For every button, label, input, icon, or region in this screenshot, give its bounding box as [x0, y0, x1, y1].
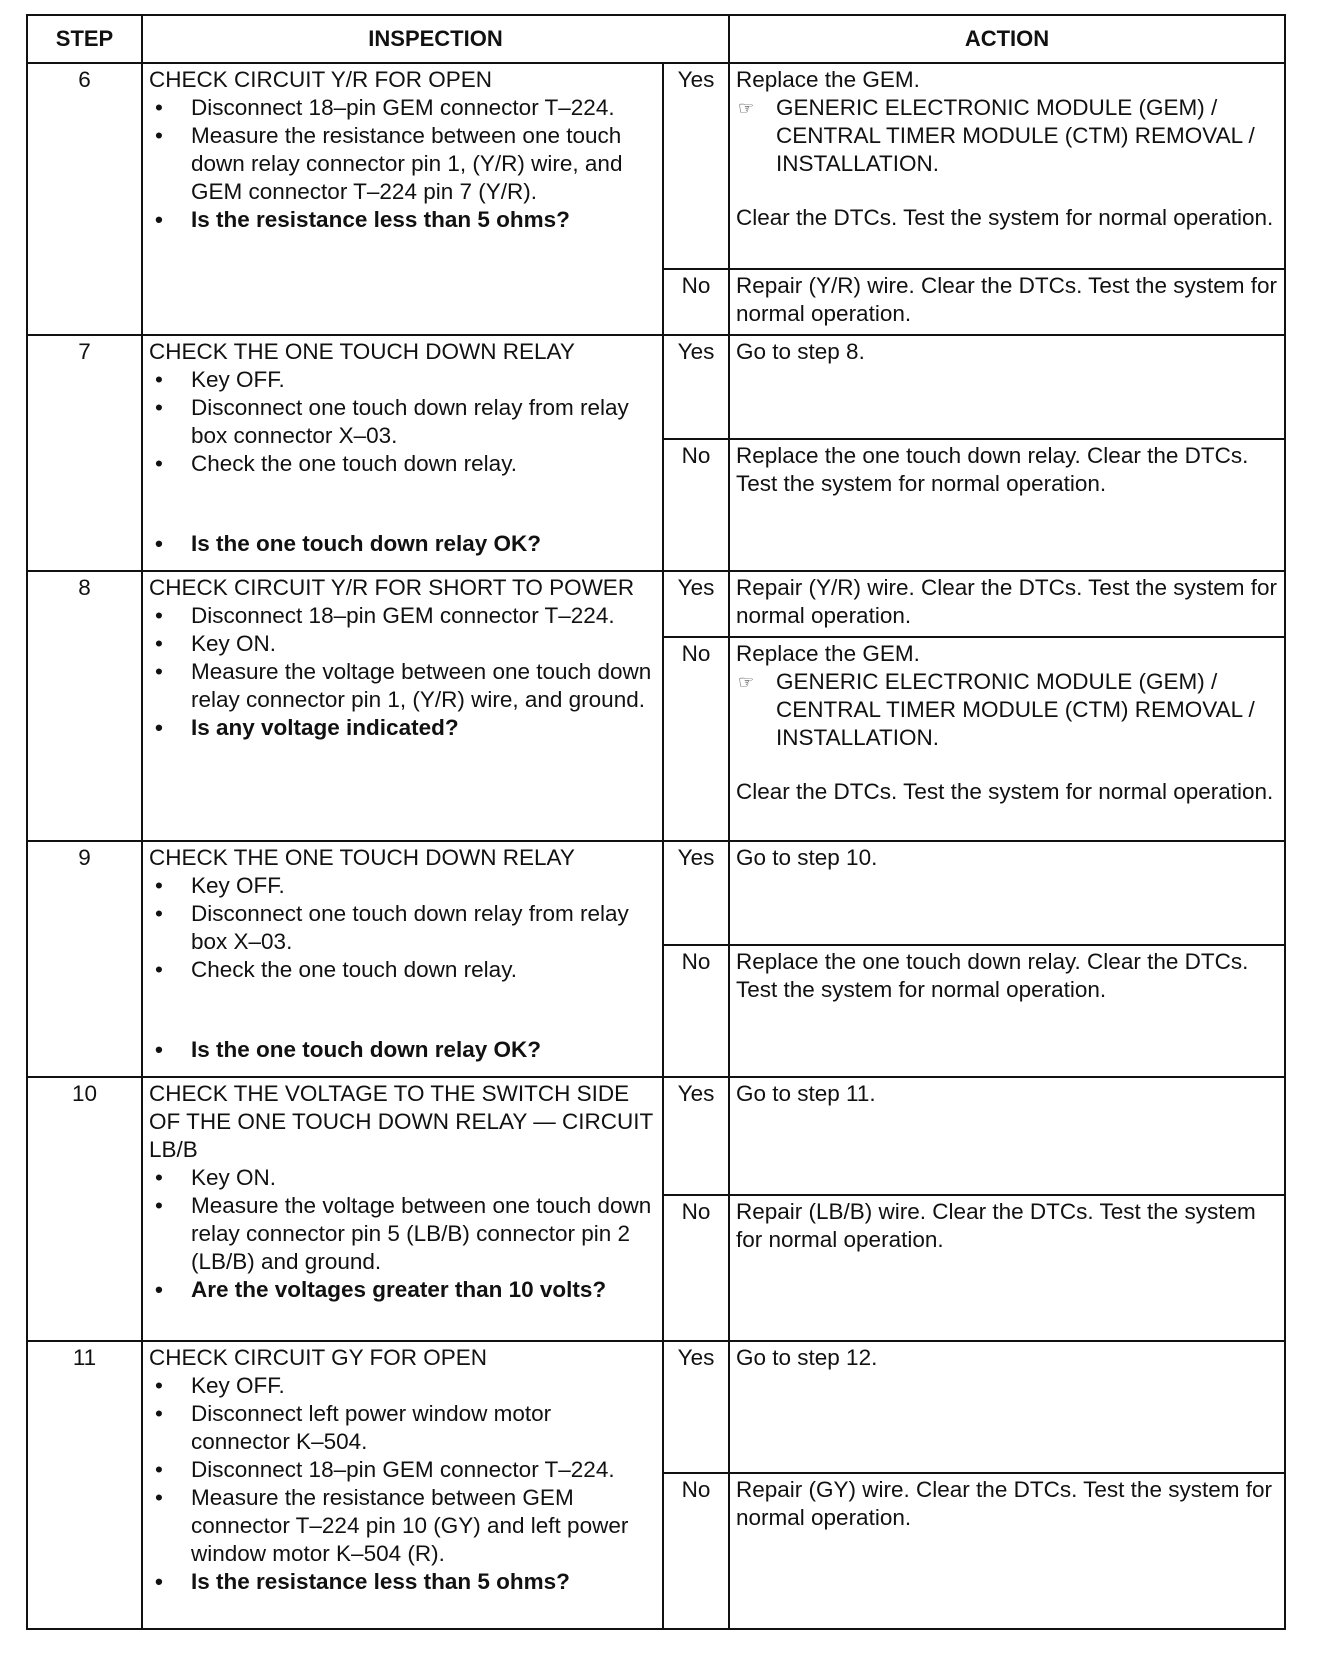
action-yes: Go to step 12. — [729, 1341, 1285, 1473]
step-number: 7 — [27, 335, 142, 571]
step-9-yes-row — [27, 841, 1285, 945]
action-yes: Go to step 8. — [729, 335, 1285, 439]
step-number: 11 — [27, 1341, 142, 1629]
step-10-yes-row — [27, 1077, 1285, 1195]
reference-line — [736, 668, 1278, 752]
inspection-bullet: • Measure the resistance between one touch down relay connector pin 1, (Y/R) wire, and GEM connector T–224 pin 7 (Y/R). — [149, 122, 656, 206]
inspection-bullet: • Key ON. — [149, 1164, 656, 1192]
inspection-cell — [142, 1077, 663, 1341]
step-number: 6 — [27, 63, 142, 335]
action-text: Replace the GEM. — [736, 641, 920, 666]
action-yes — [729, 63, 1285, 269]
inspection-cell — [142, 841, 663, 1077]
header-inspection: INSPECTION — [142, 15, 729, 63]
answer-yes: Yes — [663, 571, 729, 637]
diagnostic-table — [26, 14, 1286, 1630]
inspection-bullet: • Check the one touch down relay. — [149, 956, 656, 984]
inspection-question: • Is any voltage indicated? — [149, 714, 656, 742]
inspection-title: CHECK CIRCUIT Y/R FOR OPEN — [149, 67, 492, 92]
inspection-bullets — [149, 1372, 656, 1596]
inspection-question: • Is the resistance less than 5 ohms? — [149, 1568, 656, 1596]
inspection-cell — [142, 335, 663, 571]
reference-text: GENERIC ELECTRONIC MODULE (GEM) / CENTRAL TIMER MODULE (CTM) REMOVAL / INSTALLATION. — [776, 95, 1255, 176]
inspection-title: CHECK CIRCUIT GY FOR OPEN — [149, 1345, 487, 1370]
inspection-title: CHECK THE ONE TOUCH DOWN RELAY — [149, 339, 575, 364]
answer-no: No — [663, 439, 729, 571]
header-action: ACTION — [729, 15, 1285, 63]
inspection-bullets — [149, 602, 656, 742]
step-number: 10 — [27, 1077, 142, 1341]
pointing-hand-icon: ☞ — [738, 672, 755, 692]
inspection-title: CHECK THE ONE TOUCH DOWN RELAY — [149, 845, 575, 870]
inspection-question: • Is the one touch down relay OK? — [149, 1036, 656, 1064]
step-7-yes-row — [27, 335, 1285, 439]
action-yes: Repair (Y/R) wire. Clear the DTCs. Test the system for normal operation. — [729, 571, 1285, 637]
answer-no: No — [663, 269, 729, 335]
inspection-cell — [142, 571, 663, 841]
inspection-bullet: • Key OFF. — [149, 872, 656, 900]
inspection-bullet: • Measure the resistance between GEM connector T–224 pin 10 (GY) and left power window motor K–504 (R). — [149, 1484, 656, 1568]
inspection-bullets — [149, 1164, 656, 1304]
inspection-bullet: • Disconnect 18–pin GEM connector T–224. — [149, 94, 656, 122]
step-11-yes-row — [27, 1341, 1285, 1473]
answer-yes: Yes — [663, 841, 729, 945]
answer-no: No — [663, 637, 729, 841]
action-no: Repair (LB/B) wire. Clear the DTCs. Test the system for normal operation. — [729, 1195, 1285, 1341]
inspection-bullet: • Key OFF. — [149, 1372, 656, 1400]
step-number: 8 — [27, 571, 142, 841]
answer-yes: Yes — [663, 1077, 729, 1195]
inspection-bullet: • Disconnect 18–pin GEM connector T–224. — [149, 602, 656, 630]
inspection-title: CHECK THE VOLTAGE TO THE SWITCH SIDE OF THE ONE TOUCH DOWN RELAY — CIRCUIT LB/B — [149, 1081, 653, 1162]
step-8-yes-row — [27, 571, 1285, 637]
inspection-bullet: • Check the one touch down relay. — [149, 450, 656, 478]
answer-no: No — [663, 1195, 729, 1341]
action-no — [729, 637, 1285, 841]
inspection-bullet: • Key OFF. — [149, 366, 656, 394]
inspection-cell — [142, 63, 663, 335]
inspection-question: • Are the voltages greater than 10 volts? — [149, 1276, 656, 1304]
action-followup: Clear the DTCs. Test the system for normal operation. — [736, 779, 1274, 804]
reference-line — [736, 94, 1278, 178]
answer-yes: Yes — [663, 335, 729, 439]
answer-yes: Yes — [663, 1341, 729, 1473]
step-number: 9 — [27, 841, 142, 1077]
inspection-question: • Is the resistance less than 5 ohms? — [149, 206, 656, 234]
inspection-title: CHECK CIRCUIT Y/R FOR SHORT TO POWER — [149, 575, 635, 600]
inspection-question: • Is the one touch down relay OK? — [149, 530, 656, 558]
answer-no: No — [663, 945, 729, 1077]
inspection-bullet: • Key ON. — [149, 630, 656, 658]
action-no: Repair (Y/R) wire. Clear the DTCs. Test the system for normal operation. — [729, 269, 1285, 335]
action-yes: Go to step 10. — [729, 841, 1285, 945]
inspection-bullet: • Disconnect one touch down relay from relay box connector X–03. — [149, 394, 656, 450]
action-no: Replace the one touch down relay. Clear the DTCs. Test the system for normal operation. — [729, 945, 1285, 1077]
inspection-bullet: • Disconnect 18–pin GEM connector T–224. — [149, 1456, 656, 1484]
answer-no: No — [663, 1473, 729, 1629]
inspection-cell — [142, 1341, 663, 1629]
inspection-bullet: • Disconnect left power window motor connector K–504. — [149, 1400, 656, 1456]
inspection-bullets — [149, 94, 656, 234]
action-no: Repair (GY) wire. Clear the DTCs. Test the system for normal operation. — [729, 1473, 1285, 1629]
action-followup: Clear the DTCs. Test the system for normal operation. — [736, 205, 1274, 230]
reference-text: GENERIC ELECTRONIC MODULE (GEM) / CENTRAL TIMER MODULE (CTM) REMOVAL / INSTALLATION. — [776, 669, 1255, 750]
inspection-bullet: • Disconnect one touch down relay from relay box X–03. — [149, 900, 656, 956]
action-yes: Go to step 11. — [729, 1077, 1285, 1195]
pointing-hand-icon: ☞ — [738, 98, 755, 118]
inspection-bullets — [149, 366, 656, 558]
header-row — [27, 15, 1285, 63]
inspection-bullet: • Measure the voltage between one touch down relay connector pin 5 (LB/B) connector pin 2 (LB/B) and ground. — [149, 1192, 656, 1276]
inspection-bullets — [149, 872, 656, 1064]
inspection-bullet: • Measure the voltage between one touch down relay connector pin 1, (Y/R) wire, and ground. — [149, 658, 656, 714]
step-6-yes-row — [27, 63, 1285, 269]
action-no: Replace the one touch down relay. Clear the DTCs. Test the system for normal operation. — [729, 439, 1285, 571]
action-text: Replace the GEM. — [736, 67, 920, 92]
header-step: STEP — [27, 15, 142, 63]
answer-yes: Yes — [663, 63, 729, 269]
